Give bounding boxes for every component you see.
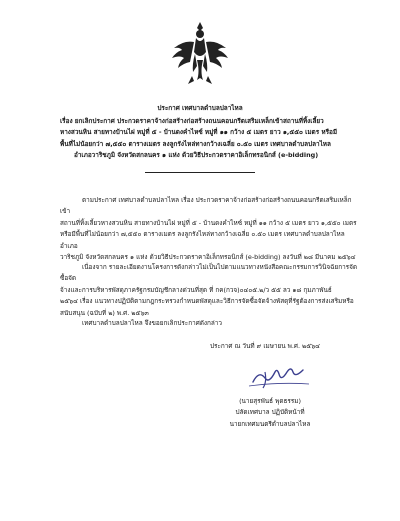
paragraph-line: เนื่องจาก รายละเอียดงานโครงการดังกล่าวไม่เป็นไปตามแนวทางหนังสือคณะกรรมการวินิจฉัยการจัดซื้อจัด [60, 263, 357, 283]
divider [145, 172, 255, 173]
paragraph-reason [60, 262, 360, 319]
subject-line: พื้นที่ไม่น้อยกว่า ๗,๕๕๐ ตารางเมตร ลงลูกรังไหล่ทางกว้างเฉลี่ย ๐.๕๐ เมตร เทศบาลตำบลปลาไหล [60, 139, 331, 148]
subject-line: หางสวนหิน สายทางบ้านไผ่ หมู่ที่ ๕ - บ้านดงคำไหซ์ หมู่ที่ ๑๑ กว้าง ๕ เมตร ยาว ๑,๕๕๐ เมตร หรือมี [60, 128, 338, 137]
paragraph-line: ตามประกาศ เทศบาลตำบลปลาไหล เรื่อง ประกวดราคาจ้างก่อสร้างก่อสร้างถนนคอนกรีตเสริมเหล็กเข้า [60, 196, 352, 216]
signer-name: (นายสุรพันธ์ พุดธรรม) [239, 397, 301, 405]
signature-icon [245, 364, 315, 392]
subject-line: เรื่อง ยกเลิกประกาศ ประกวดราคาจ้างก่อสร้างก่อสร้างถนนคอนกรีตเสริมเหล็กเข้าสถานที่ทิ้งเลี้ยว [60, 117, 324, 125]
signer-position: นายกเทศมนตรีตำบลปลาไหล [229, 419, 311, 428]
signer-position: ปลัดเทศบาล ปฏิบัติหน้าที่ [235, 408, 305, 417]
paragraph-line: ๒๕๖๔ เรื่อง แนวทางปฏิบัติตามกฎกระทรวงกำหนดพัสดุและวิธีการจัดซื้อจัดจ้างพัสดุที่รัฐต้องการส่งเสริมหรือ [60, 297, 354, 306]
paragraph-line: สนับสนุน (ฉบับที่ ๒) พ.ศ. ๒๕๖๓ [60, 308, 149, 317]
issuer-heading: ประกาศ เทศบาลตำบลปลาไหล [157, 104, 243, 112]
paragraph-line: หรือมีพื้นที่ไม่น้อยกว่า ๗,๕๕๐ ตารางเมตร ลงลูกรังไหล่ทางกว้างเฉลี่ย ๐.๕๐ เมตร เทศบาลตำบลปลาไหล อำเภอ [60, 230, 345, 250]
garuda-emblem-icon [170, 18, 230, 88]
subject-line: อำเภอวาริชภูมิ จังหวัดสกลนคร ๑ แห่ง ด้วยวิธีประกวดราคาอิเล็กทรอนิกส์ (e-bidding) [74, 151, 319, 160]
announcement-date: ประกาศ ณ วันที่ ๙ เมษายน พ.ศ. ๒๕๖๔ [210, 342, 320, 350]
paragraph-cancellation: เทศบาลตำบลปลาไหล จึงขอยกเลิกประกาศดังกล่าว [82, 319, 222, 327]
paragraph-reference [60, 195, 360, 263]
subject-block [60, 116, 360, 162]
paragraph-line: สถานที่ทิ้งเลี้ยวหางสวนหิน สายทางบ้านไผ่ หมู่ที่ ๕ - บ้านดงคำไหซ์ หมู่ที่ ๑๑ กว้าง ๕ เมตร ยาว ๑,๕๕๐ เมตร [60, 218, 357, 227]
paragraph-line: วาริชภูมิ จังหวัดสกลนคร ๑ แห่ง ด้วยวิธีประกวดราคาอิเล็กทรอนิกส์ (e-bidding) ลงวันที่ ๒๘ มีนาคม ๒๕๖๔ [60, 253, 356, 262]
paragraph-line: จ้างและการบริหารพัสดุภาครัฐกรมบัญชีกลางด่วนที่สุด ที่ กค(กวจ)๐๔๐๕.๒/ว ๕๕ ลว ๑๘ กุมภาพันธ์ [60, 285, 332, 294]
signer-block [195, 396, 345, 430]
